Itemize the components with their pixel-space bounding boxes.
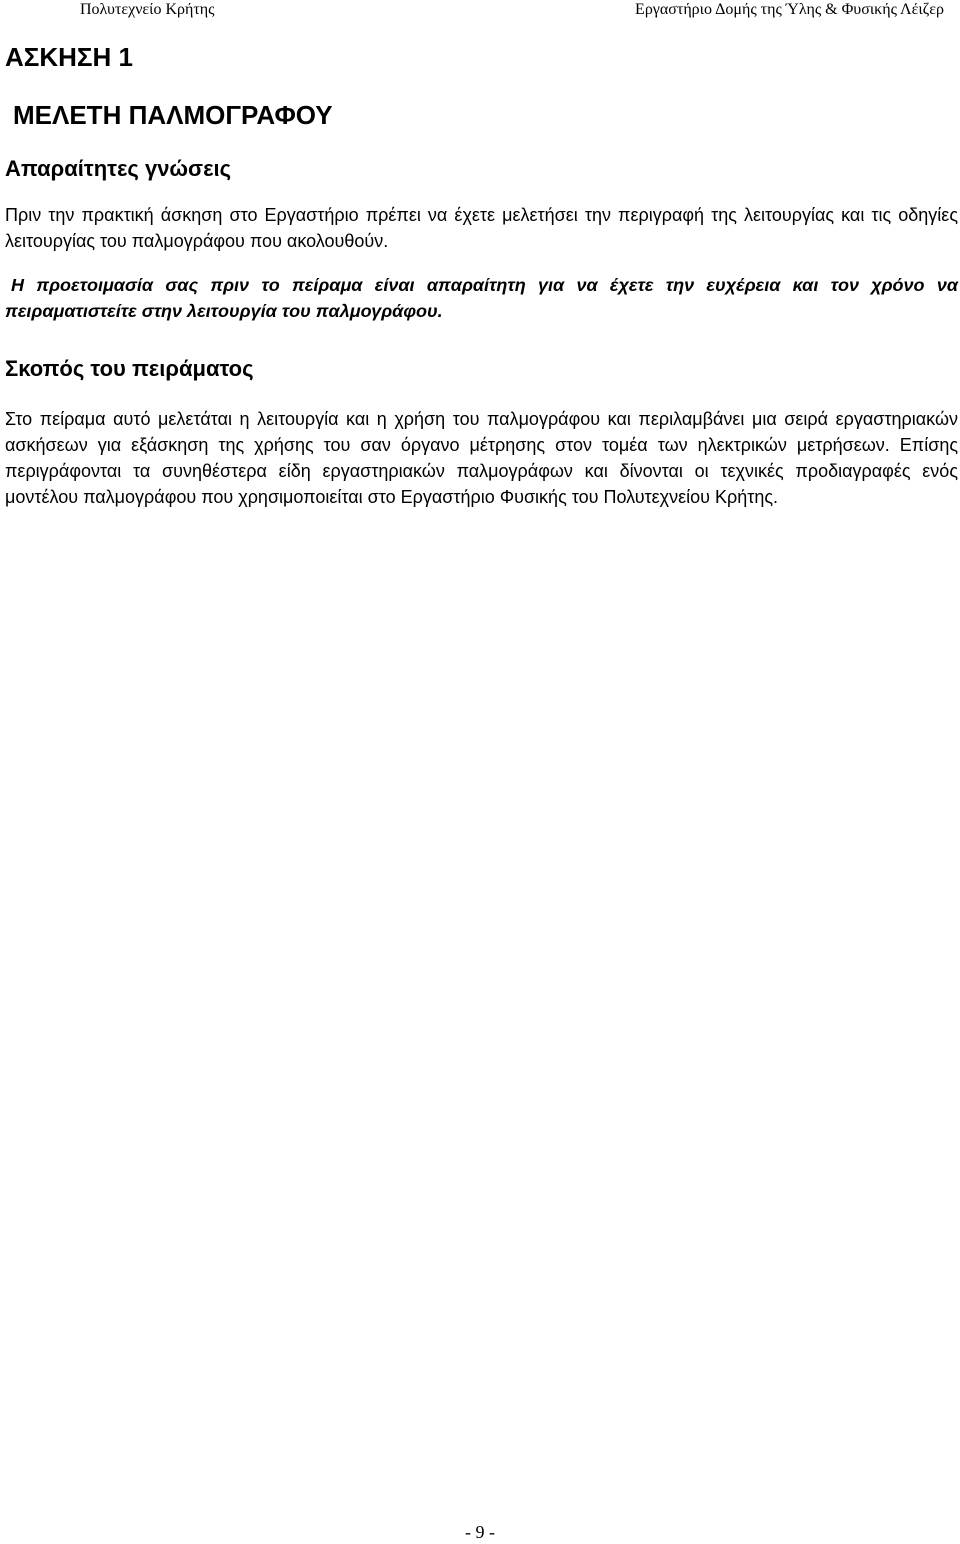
purpose-paragraph: Στο πείραμα αυτό μελετάται η λειτουργία και η χρήση του παλμογράφου και περιλαμβάνει μια σειρά εργαστηριακών ασκήσεων για εξάσκηση της χρήσης του σαν όργανο μέτρησης στον τομέα των ηλεκτρικών μετρήσεων. Επίσης περιγράφονται τα συνηθέστερα είδη εργαστηριακών παλμογράφων και δίνονται οι τεχνικές προδιαγραφές ενός μοντέλου παλμογράφου που χρησιμοποιείται στο Εργαστήριο Φυσικής του Πολυτεχνείου Κρήτης. bbox=[5, 409, 958, 507]
prerequisites-paragraph: Πριν την πρακτική άσκηση στο Εργαστήριο πρέπει να έχετε μελετήσει την περιγραφή της λειτουργίας και τις οδηγίες λειτουργίας του παλμογράφου που ακολουθούν. bbox=[5, 205, 958, 251]
exercise-title: ΜΕΛΕΤΗ ΠΑΛΜΟΓΡΑΦΟΥ bbox=[13, 100, 333, 130]
header-institution: Πολυτεχνείο Κρήτης bbox=[80, 1, 215, 18]
page-number: - 9 - bbox=[465, 1522, 495, 1542]
purpose-heading: Σκοπός του πειράματος bbox=[5, 356, 254, 381]
exercise-label: ΑΣΚΗΣΗ 1 bbox=[5, 42, 133, 72]
running-header bbox=[0, 0, 960, 24]
document-body bbox=[5, 40, 958, 510]
header-laboratory: Εργαστήριο Δομής της Ύλης & Φυσικής Λέιζερ bbox=[635, 1, 944, 18]
prerequisites-heading: Απαραίτητες γνώσεις bbox=[5, 156, 232, 181]
preparation-note: Η προετοιμασία σας πριν το πείραμα είναι απαραίτητη για να έχετε την ευχέρεια και τον χρόνο να πειραματιστείτε στην λειτουργία του παλμογράφου. bbox=[5, 275, 958, 321]
